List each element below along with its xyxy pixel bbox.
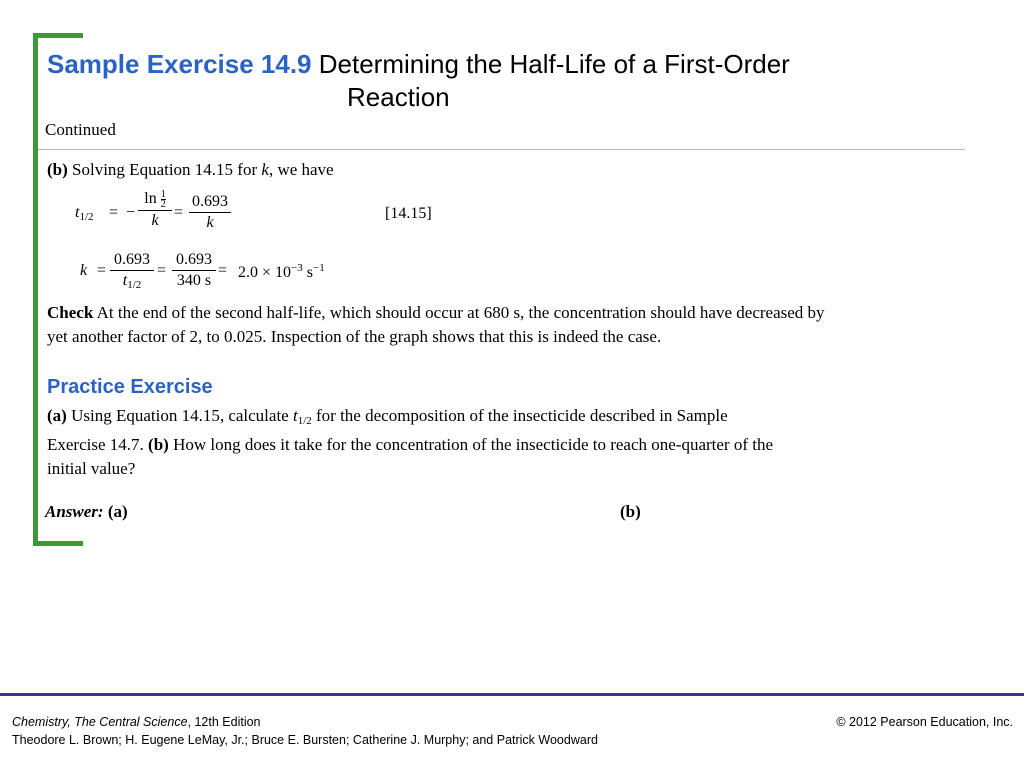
answer-row bbox=[45, 500, 128, 524]
bracket-bottom bbox=[33, 541, 83, 546]
eq2-fraction-1: $\frac{0.693}{t_{1/2}}$ bbox=[110, 251, 154, 291]
eq1-minus: − bbox=[126, 204, 136, 221]
divider bbox=[38, 149, 965, 150]
practice-line2-text1: Exercise 14.7. bbox=[47, 435, 144, 454]
footer-copyright: © 2012 Pearson Education, Inc. bbox=[836, 715, 1013, 729]
eq1-lhs: $t_{1/2}$ bbox=[75, 204, 94, 223]
practice-a-text2: for the decomposition of the insecticide described in Sample bbox=[316, 406, 728, 425]
footer-edition: , 12th Edition bbox=[187, 715, 261, 729]
eq2-result: $2.0 \times 10^{-3}$ $s^{-1}$ bbox=[238, 262, 325, 281]
check-paragraph bbox=[47, 301, 977, 349]
eq2-lhs-k: k bbox=[80, 262, 88, 279]
practice-line2-text2: How long does it take for the concentration of the insecticide to reach one-quarter of the bbox=[173, 435, 774, 454]
eq2-fraction-2: $\frac{0.693}{340 s}$ bbox=[172, 251, 216, 290]
eq2-equals-1: = bbox=[97, 262, 107, 279]
footer-book-title: Chemistry, The Central Science bbox=[12, 715, 188, 729]
bracket-top bbox=[33, 33, 83, 38]
check-line1: At the end of the second half-life, which should occur at 680 s, the concentration should have decreased by bbox=[96, 303, 825, 322]
practice-t-half: $t_{1/2}$ bbox=[292, 406, 312, 427]
eq2-equals-2: = bbox=[157, 262, 167, 279]
practice-a-label: (a) bbox=[47, 406, 67, 425]
answer-a: (a) bbox=[107, 502, 128, 521]
continued-label: Continued bbox=[45, 120, 116, 139]
footer-book bbox=[12, 715, 261, 729]
practice-text bbox=[47, 404, 977, 481]
footer-rule bbox=[0, 693, 1024, 696]
part-b-text: Solving Equation 14.15 for bbox=[72, 160, 258, 179]
eq1-fraction-0693-k: $\frac{0.693}{k}$ bbox=[189, 193, 231, 232]
check-line2: yet another factor of 2, to 0.025. Inspection of the graph shows that this is indeed the case. bbox=[47, 327, 662, 346]
practice-heading: Practice Exercise bbox=[47, 376, 213, 398]
answer-b: (b) bbox=[620, 502, 641, 521]
footer-authors: Theodore L. Brown; H. Eugene LeMay, Jr.; Bruce E. Bursten; Catherine J. Murphy; and Patrick Woodward bbox=[12, 733, 598, 747]
title-text-line2: Reaction bbox=[347, 82, 450, 112]
part-b-text-end: , we have bbox=[268, 160, 334, 179]
title-text-line1: Determining the Half-Life of a First-Order bbox=[318, 49, 790, 79]
practice-b-label: (b) bbox=[148, 435, 169, 454]
answer-label: Answer: bbox=[45, 502, 104, 521]
practice-a-text1: Using Equation 14.15, calculate bbox=[71, 406, 289, 425]
equation-reference: [14.15] bbox=[385, 205, 432, 222]
check-label: Check bbox=[47, 303, 94, 322]
eq1-fraction-ln-half: ln $\frac{1}{2}$ k bbox=[138, 190, 172, 230]
part-b-label: (b) bbox=[47, 160, 68, 179]
bracket-vertical bbox=[33, 33, 38, 546]
eq1-equals-1: = bbox=[109, 204, 119, 221]
slide-title bbox=[47, 48, 947, 114]
part-b-k: k bbox=[261, 160, 269, 179]
part-b-intro bbox=[47, 158, 334, 182]
practice-line3: initial value? bbox=[47, 459, 136, 478]
title-exercise-label: Sample Exercise 14.9 bbox=[47, 49, 312, 79]
eq1-equals-2: = bbox=[174, 204, 184, 221]
eq2-equals-3: = bbox=[218, 262, 228, 279]
